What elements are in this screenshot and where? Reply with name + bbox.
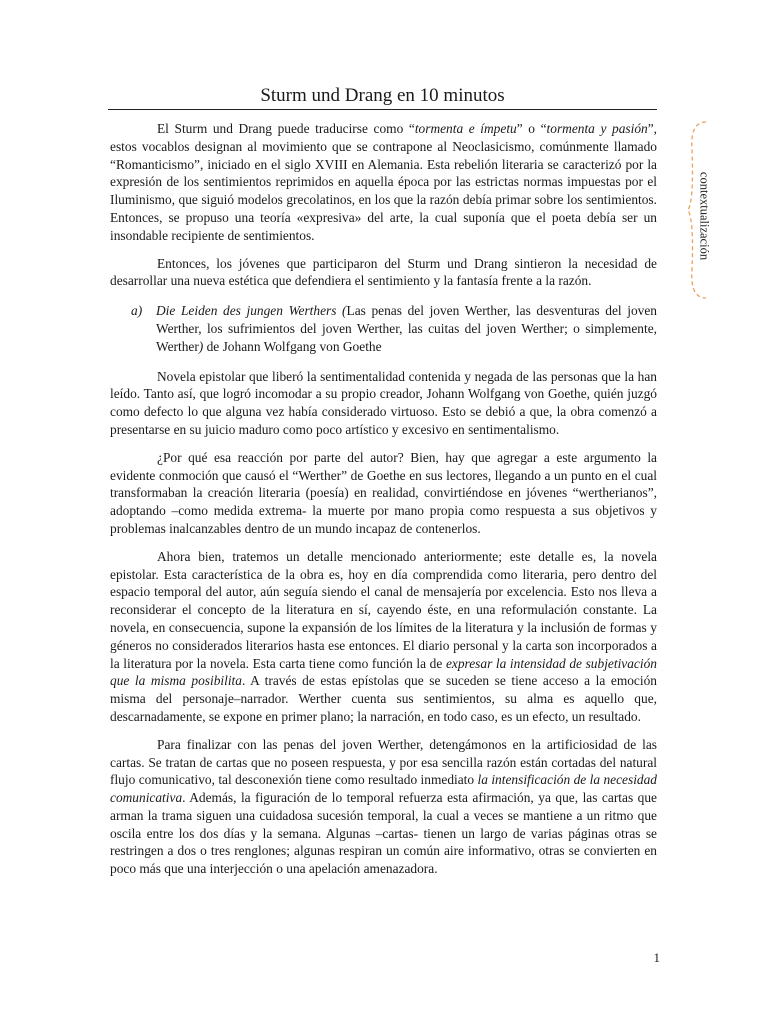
paragraph-2: Entonces, los jóvenes que participaron del Sturm und Drang sintieron la necesidad de desarrollar una nueva estética que defendiera el sentimiento y la fantasía frente a la razón. (110, 255, 657, 289)
paragraph-5: Ahora bien, tratemos un detalle mencionado anteriormente; este detalle es, la novela epistolar. Esta característica de la obra es, hoy en día comprendida como literaria, pero dentro del espacio temporal del autor, aún seguía siendo el canal de mensajería por excelencia. Esto nos lleva a reconsiderar el concepto de la literatura en sí, cayendo éste, en una reformulación constante. La novela, en consecuencia, supone la expansión de los límites de la literatura y la inclusión de formas y géneros no considerados literarios hasta ese entonces. El diario personal y la carta son incorporados a la literatura por la novela. Esta carta tiene como función la de expresar la intensidad de subjetivación que la misma posibilita. A través de estas epístolas que se suceden se tiene acceso a la emoción misma del personaje–narrador. Werther cuenta sus sentimientos, su alma es aquello que, descarnadamente, se expone en primer plano; la narración, en todo caso, es un efecto, un resultado. (110, 548, 657, 724)
list-item-a: a) Die Leiden des jungen Werthers (Las penas del joven Werther, las desventuras del joven Werther, los sufrimientos del joven Werther, las cuitas del joven Werther; o simplemente, Werther) de Johann Wolfgang von Goethe (131, 303, 657, 354)
list-marker: a) (131, 303, 143, 319)
paragraph-3: Novela epistolar que liberó la sentimentalidad contenida y negada de las personas que la han leído. Tanto así, que logró incomodar a su propio creador, Johann Wolfgang von Goethe, quién juzgó como defecto lo que alguna vez había considerado virtuoso. Esto se debió a que, la obra comenzó a presentarse en su juicio maduro como poco artístico y excesivo en sentimentalismo. (110, 368, 657, 437)
document-body (110, 120, 657, 888)
page-title: Sturm und Drang en 10 minutos (260, 85, 505, 106)
margin-note (686, 120, 726, 300)
page-number: 1 (653, 950, 660, 965)
title-rule (108, 109, 657, 110)
paragraph-6: Para finalizar con las penas del joven Werther, detengámonos en la artificiosidad de las cartas. Se tratan de cartas que no poseen respuesta, y por esa sencilla razón están cortadas del natural flujo comunicativo, tal desconexión tiene como resultado inmediato la intensificación de la necesidad comunicativa. Además, la figuración de lo temporal refuerza esta afirmación, ya que, las cartas que arman la trama siguen una cuidadosa sucesión temporal, la cual a veces se mantiene a un ritmo que oscila entre los dos días y la semana. Algunas –cartas- tienen un largo de varias páginas otras se restringen a dos o tres renglones; algunas respiran un común aire informativo, otras se convierten en poco más que una interjección o una apelación amenazadora. (110, 736, 657, 877)
paragraph-4: ¿Por qué esa reacción por parte del autor? Bien, hay que agregar a este argumento la evidente conmoción que causó el “Werther” de Goethe en sus lectores, llegando a un punto en el cual transformaban la creación literaria (poesía) en realidad, convirtiéndose en jóvenes “wertherianos”, adoptando –como medida extrema- la muerte por mano propia como respuesta a sus objetivos y problemas inalcanzables dentro de un mundo incapaz de contenerlos. (110, 449, 657, 536)
paragraph-intro: El Sturm und Drang puede traducirse como “tormenta e ímpetu” o “tormenta y pasión”, estos vocablos designan al movimiento que se contrapone al Neoclasicismo, comúnmente llamado “Romanticismo”, iniciado en el siglo XVIII en Alemania. Esta rebelión literaria se caracterizó por la expresión de los sentimientos reprimidos en aquella época por las estrictas normas impuestas por el Iluminismo, que siguió modelos grecolatinos, en los que la razón debía primar sobre los sentimientos. Entonces, se propuso una teoría «expresiva» del arte, la cual suponía que el poeta debía ser un insondable recipiente de sentimientos. (110, 121, 658, 243)
margin-note-label: contextualización (697, 171, 712, 261)
